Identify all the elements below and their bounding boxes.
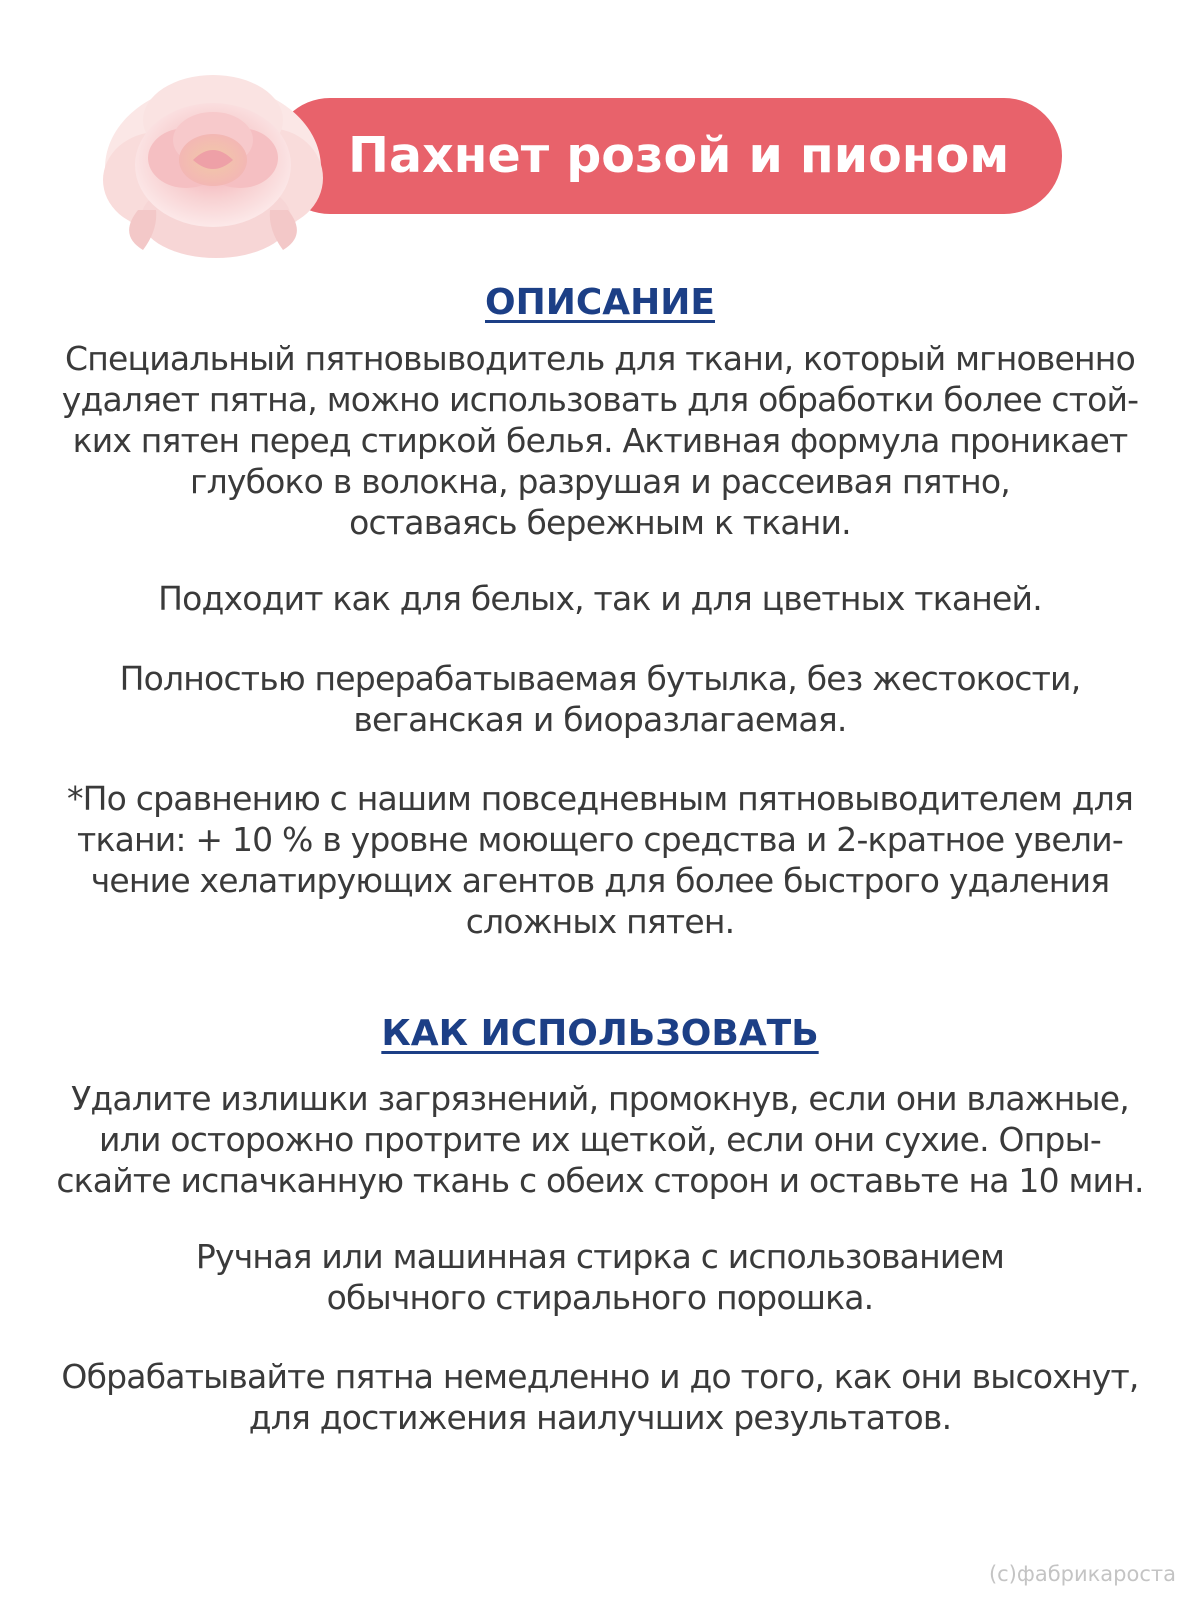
description-paragraph-2: Подходит как для белых, так и для цветных тканей. <box>158 579 1042 618</box>
description-paragraph-3: Полностью перерабатываемая бутылка, без жестокости, веганская и биоразлагаемая. <box>119 659 1081 739</box>
description-paragraph-1: Специальный пятновыводитель для ткани, который мгновенно удаляет пятна, можно использовать для обработки более стой- ких пятен перед стиркой белья. Активная формула проникает глубоко в волокна, разрушая и рассеивая пятно, оставаясь бережным к ткани. <box>61 339 1139 542</box>
watermark-text: (с)фабрикароста <box>988 1562 1176 1586</box>
usage-paragraph-2: Ручная или машинная стирка с использованием обычного стирального порошка. <box>195 1237 1005 1317</box>
usage-paragraph-3: Обрабатывайте пятна немедленно и до того, как они высохнут, для достижения наилучших результатов. <box>61 1357 1139 1437</box>
usage-heading: КАК ИСПОЛЬЗОВАТЬ <box>381 1013 819 1054</box>
banner-title: Пахнет розой и пионом <box>348 127 1010 184</box>
description-heading: ОПИСАНИЕ <box>485 282 715 323</box>
usage-paragraph-1: Удалите излишки загрязнений, промокнув, если они влажные, или осторожно протрите их щеткой, если они сухие. Опры- скайте испачканную ткань с обеих сторон и оставьте на 10 мин. <box>56 1079 1144 1200</box>
description-paragraph-4: *По сравнению с нашим повседневным пятновыводителем для ткани: + 10 % в уровне моющего средства и 2-кратное увели- чение хелатирующих агентов для более быстрого удаления сложных пятен. <box>66 779 1134 941</box>
peony-flower-icon <box>98 60 328 265</box>
